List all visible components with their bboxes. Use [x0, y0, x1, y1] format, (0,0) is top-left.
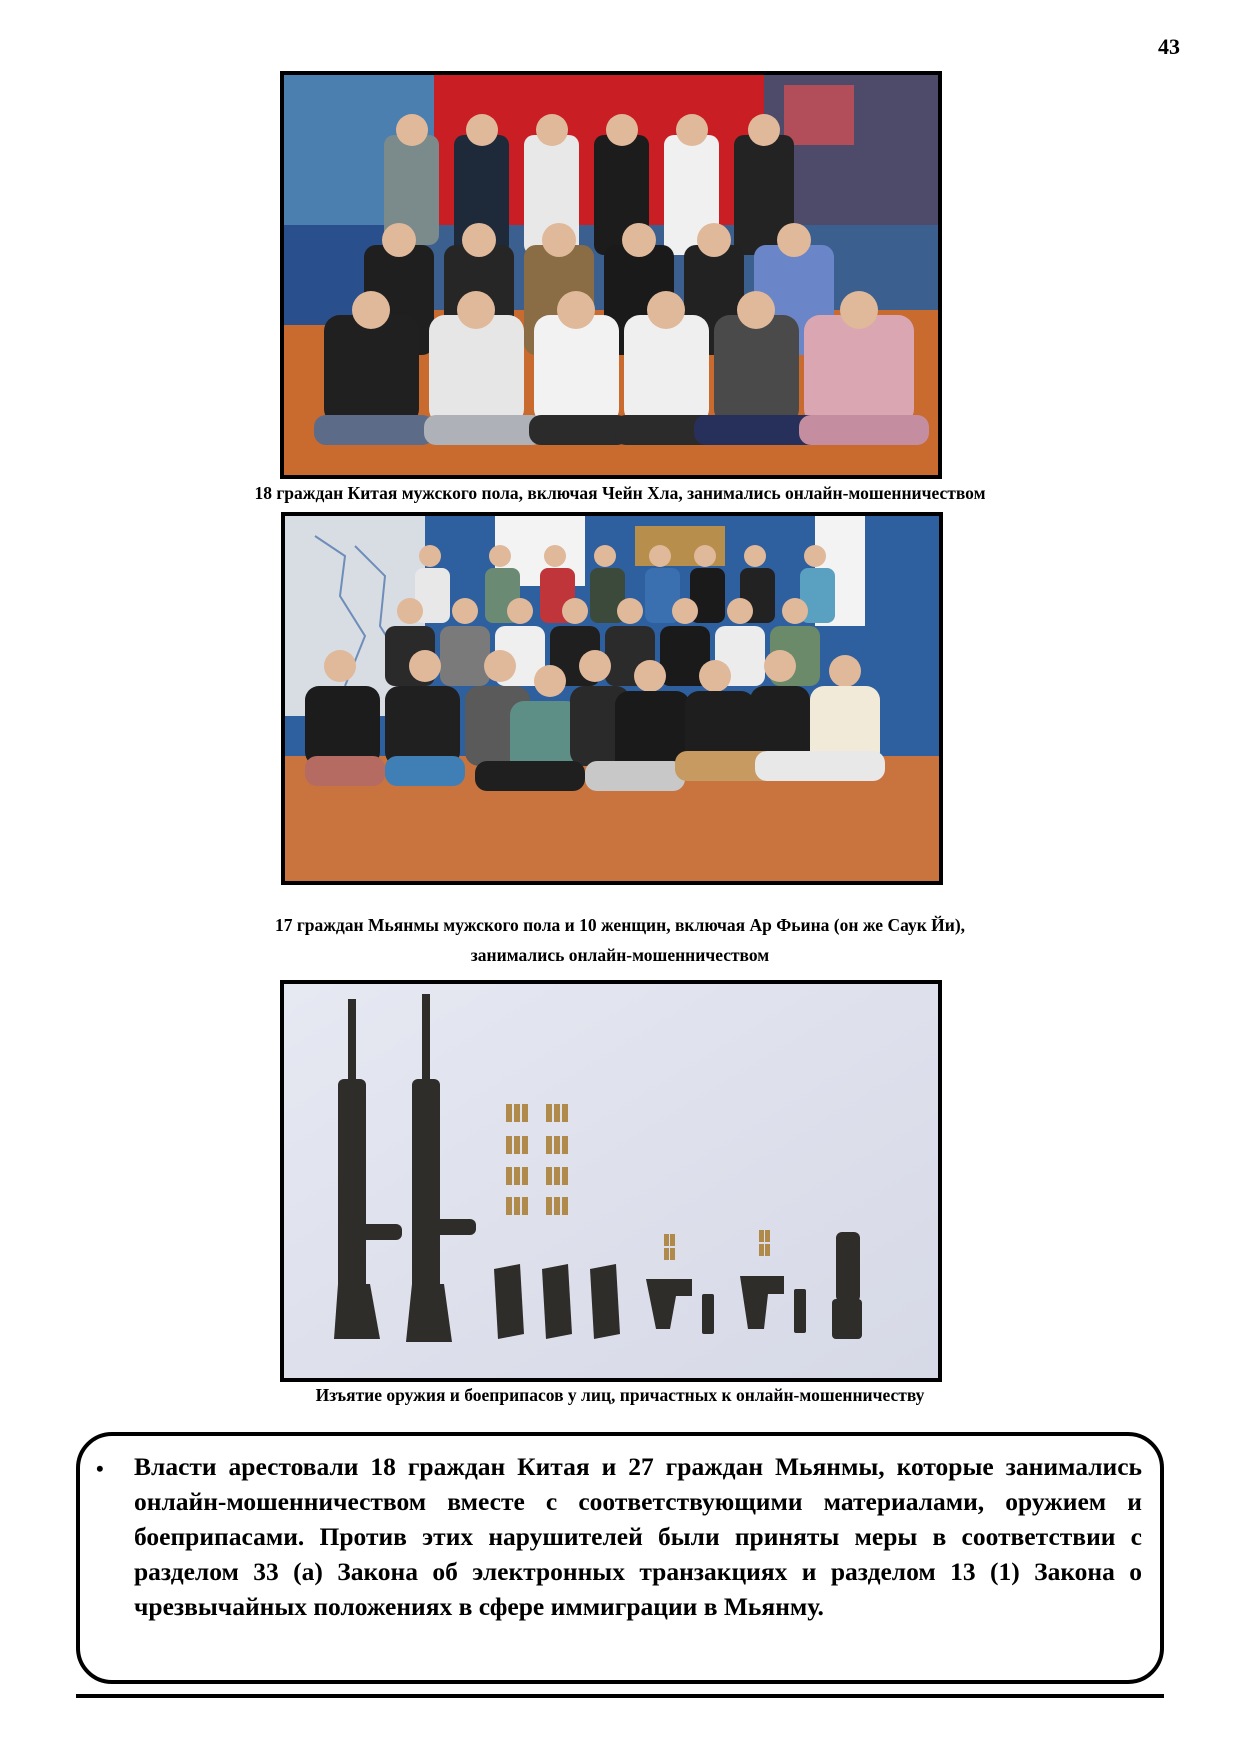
caption-line: Изъятие оружия и боеприпасов у лиц, причастных к онлайн-мошенничеству — [315, 1385, 925, 1405]
detainees-photo-image — [284, 75, 938, 475]
photo-caption-2 — [0, 910, 1240, 970]
page-number: 43 — [1158, 34, 1180, 59]
photo-myanmar-detainees — [281, 512, 943, 885]
photo-chinese-detainees — [280, 71, 942, 479]
caption-line: 17 граждан Мьянмы мужского пола и 10 женщин, включая Ар Фьина (он же Саук Йи), — [274, 915, 966, 935]
group-photo-image — [285, 516, 939, 881]
photo-caption-3 — [0, 1380, 1240, 1410]
weapons-photo-image — [284, 984, 938, 1378]
caption-line: занимались онлайн-мошенничеством — [470, 945, 770, 965]
summary-box — [76, 1432, 1164, 1684]
photo-seized-weapons — [280, 980, 942, 1382]
caption-line: 18 граждан Китая мужского пола, включая Чейн Хла, занимались онлайн-мошенничеством — [254, 483, 986, 503]
summary-text: Власти арестовали 18 граждан Китая и 27 граждан Мьянмы, которые занимались онлайн-мошенничеством вместе с соответствующими материалами, оружием и боеприпасами. Против этих нарушителей были приняты меры в соответствии с разделом 33 (а) Закона об электронных транзакциях и разделом 13 (1) Закона о чрезвычайных положениях в сфере иммиграции в Мьянму. — [134, 1452, 1142, 1621]
photo-caption-1 — [0, 478, 1240, 508]
bullet-marker: • — [96, 1456, 104, 1481]
bottom-divider — [76, 1694, 1164, 1698]
